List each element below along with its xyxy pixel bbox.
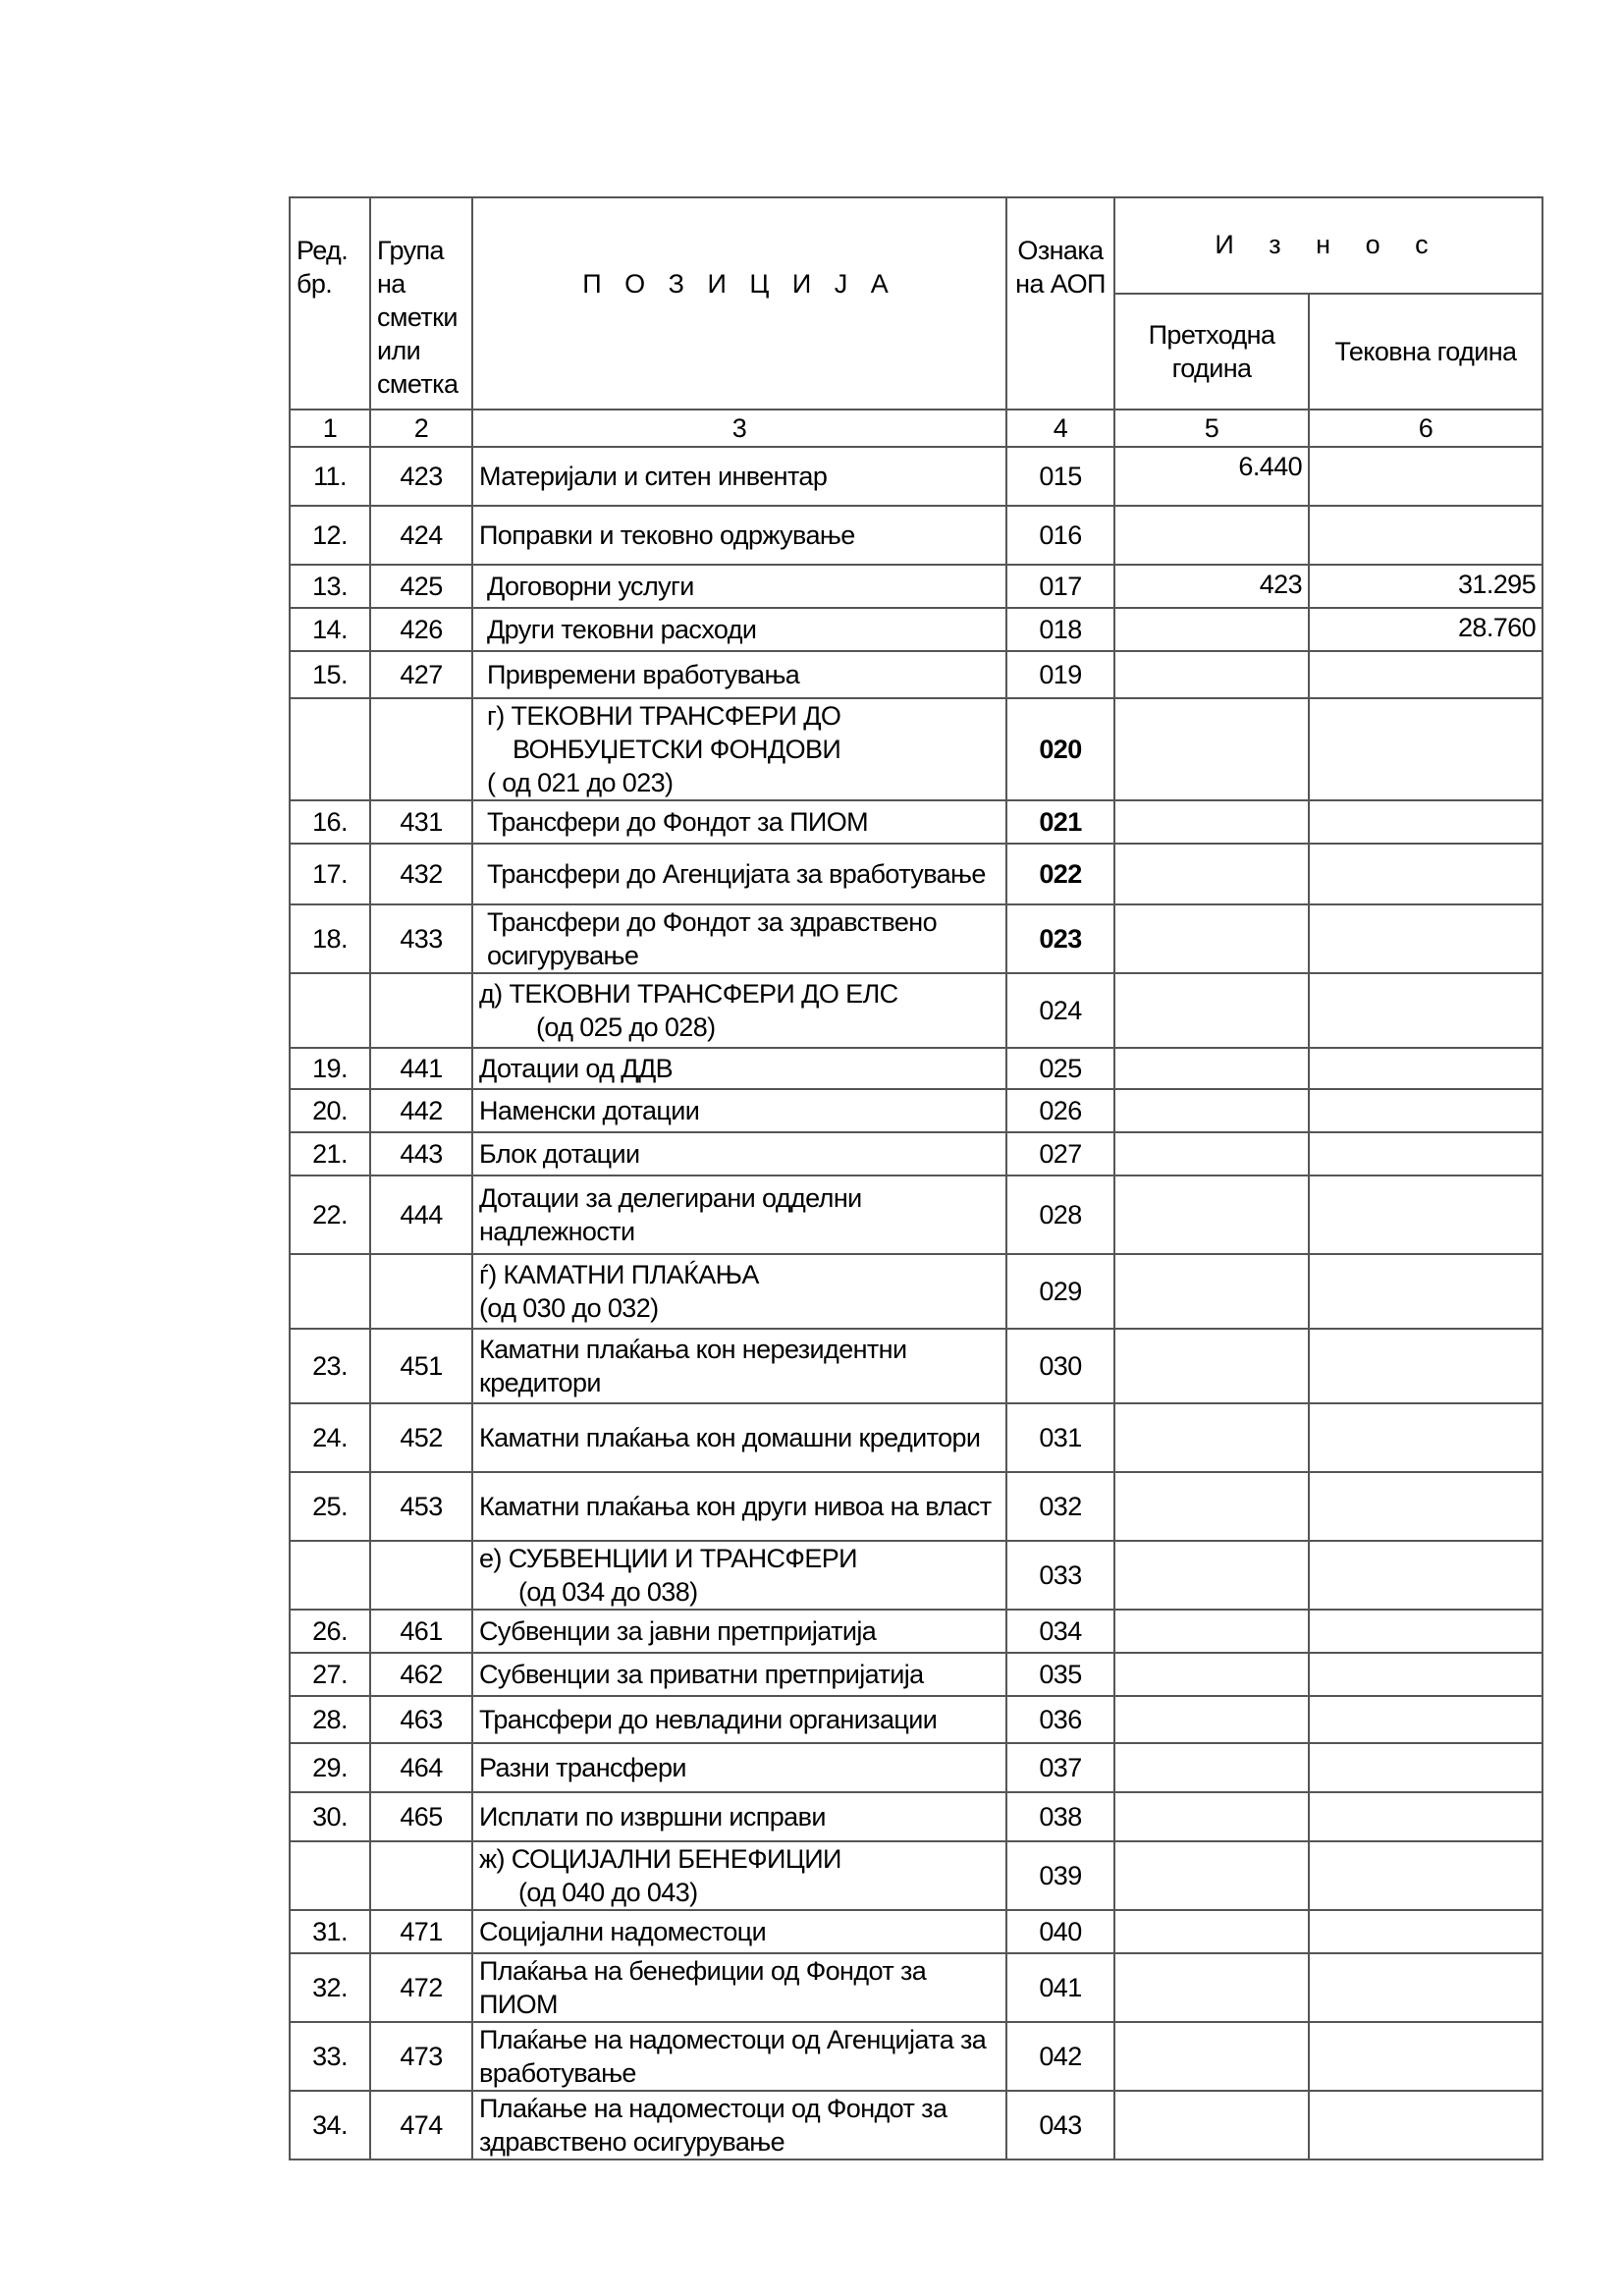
aop-code: 037 xyxy=(1006,1743,1114,1792)
previous-year-amount xyxy=(1114,1841,1309,1910)
position-label xyxy=(472,1610,1006,1653)
current-year-amount xyxy=(1309,1329,1542,1403)
account-code: 442 xyxy=(370,1089,472,1132)
position-line: ж) СОЦИЈАЛНИ БЕНЕФИЦИИ xyxy=(479,1844,841,1874)
row-number: 24. xyxy=(290,1403,370,1472)
table-row xyxy=(290,844,1542,904)
position-label xyxy=(472,800,1006,844)
row-number: 23. xyxy=(290,1329,370,1403)
position-line: Трансфери до Фондот за ПИОМ xyxy=(487,807,869,837)
previous-year-amount xyxy=(1114,698,1309,800)
position-label xyxy=(472,1541,1006,1610)
current-year-amount: 31.295 xyxy=(1309,565,1542,608)
current-year-amount xyxy=(1309,1403,1542,1472)
row-number: 31. xyxy=(290,1910,370,1953)
row-number: 33. xyxy=(290,2022,370,2091)
account-code: 452 xyxy=(370,1403,472,1472)
row-number: 12. xyxy=(290,506,370,565)
previous-year-amount xyxy=(1114,1175,1309,1254)
table-row xyxy=(290,651,1542,698)
account-code: 461 xyxy=(370,1610,472,1653)
row-number: 13. xyxy=(290,565,370,608)
previous-year-amount xyxy=(1114,844,1309,904)
current-year-amount xyxy=(1309,904,1542,973)
header-current-year: Тековна година xyxy=(1309,294,1542,410)
position-label xyxy=(472,1696,1006,1743)
aop-code: 038 xyxy=(1006,1792,1114,1841)
account-code: 441 xyxy=(370,1048,472,1089)
current-year-amount xyxy=(1309,1841,1542,1910)
previous-year-amount xyxy=(1114,1696,1309,1743)
position-line: Исплати по извршни исправи xyxy=(479,1802,826,1831)
account-code: 431 xyxy=(370,800,472,844)
position-line: Субвенции за приватни претпријатија xyxy=(479,1660,924,1689)
position-line: (од 025 до 028) xyxy=(536,1012,716,1042)
current-year-amount xyxy=(1309,447,1542,506)
table-row xyxy=(290,1610,1542,1653)
aop-code: 031 xyxy=(1006,1403,1114,1472)
position-line: Материјали и ситен инвентар xyxy=(479,462,828,491)
previous-year-amount xyxy=(1114,1541,1309,1610)
account-code: 453 xyxy=(370,1472,472,1541)
table-row xyxy=(290,1541,1542,1610)
aop-code: 016 xyxy=(1006,506,1114,565)
previous-year-amount xyxy=(1114,1132,1309,1175)
aop-code: 032 xyxy=(1006,1472,1114,1541)
position-label xyxy=(472,1132,1006,1175)
row-number: 17. xyxy=(290,844,370,904)
previous-year-amount xyxy=(1114,1653,1309,1696)
position-label xyxy=(472,1403,1006,1472)
current-year-amount xyxy=(1309,1254,1542,1329)
table-row xyxy=(290,1696,1542,1743)
position-line: Каматни плаќања кон други нивоа на власт xyxy=(479,1492,992,1521)
position-line: ѓ) КАМАТНИ ПЛАЌАЊА xyxy=(479,1260,759,1289)
previous-year-amount xyxy=(1114,1048,1309,1089)
account-code: 427 xyxy=(370,651,472,698)
current-year-amount xyxy=(1309,1910,1542,1953)
aop-code: 021 xyxy=(1006,800,1114,844)
current-year-amount xyxy=(1309,1541,1542,1610)
position-label xyxy=(472,904,1006,973)
table-row xyxy=(290,1254,1542,1329)
position-label xyxy=(472,608,1006,651)
aop-code: 030 xyxy=(1006,1329,1114,1403)
aop-code: 022 xyxy=(1006,844,1114,904)
current-year-amount xyxy=(1309,844,1542,904)
position-line: д) ТЕКОВНИ ТРАНСФЕРИ ДО ЕЛС xyxy=(479,979,898,1009)
column-number: 2 xyxy=(370,410,472,447)
table-row xyxy=(290,904,1542,973)
account-code xyxy=(370,698,472,800)
previous-year-amount xyxy=(1114,1953,1309,2022)
account-code: 426 xyxy=(370,608,472,651)
column-number: 3 xyxy=(472,410,1006,447)
row-number: 22. xyxy=(290,1175,370,1254)
aop-code: 039 xyxy=(1006,1841,1114,1910)
table-row xyxy=(290,2091,1542,2159)
aop-code: 034 xyxy=(1006,1610,1114,1653)
position-line: Плаќања на бенефиции од Фондот за ПИОМ xyxy=(479,1956,927,2019)
position-label xyxy=(472,651,1006,698)
position-line: Каматни плаќања кон нерезидентни кредитори xyxy=(479,1335,907,1397)
aop-code: 020 xyxy=(1006,698,1114,800)
previous-year-amount xyxy=(1114,1743,1309,1792)
aop-code: 027 xyxy=(1006,1132,1114,1175)
aop-code: 024 xyxy=(1006,973,1114,1048)
table-row xyxy=(290,1743,1542,1792)
aop-code: 043 xyxy=(1006,2091,1114,2159)
position-line: Дотации од ДДВ xyxy=(479,1054,674,1083)
current-year-amount: 28.760 xyxy=(1309,608,1542,651)
position-label xyxy=(472,698,1006,800)
account-code: 462 xyxy=(370,1653,472,1696)
previous-year-amount xyxy=(1114,1254,1309,1329)
position-label xyxy=(472,973,1006,1048)
row-number: 34. xyxy=(290,2091,370,2159)
header-account-group: Група на сметки или сметка xyxy=(370,197,472,410)
account-code: 443 xyxy=(370,1132,472,1175)
position-label xyxy=(472,1175,1006,1254)
table-row xyxy=(290,800,1542,844)
previous-year-amount xyxy=(1114,1792,1309,1841)
previous-year-amount xyxy=(1114,1329,1309,1403)
aop-code: 025 xyxy=(1006,1048,1114,1089)
aop-code: 019 xyxy=(1006,651,1114,698)
table-row xyxy=(290,506,1542,565)
previous-year-amount xyxy=(1114,800,1309,844)
position-label xyxy=(472,1653,1006,1696)
position-line: Трансфери до Агенцијата за вработување xyxy=(487,859,986,889)
position-line: г) ТЕКОВНИ ТРАНСФЕРИ ДО xyxy=(487,701,841,731)
row-number: 18. xyxy=(290,904,370,973)
row-number: 11. xyxy=(290,447,370,506)
account-code: 423 xyxy=(370,447,472,506)
aop-code: 036 xyxy=(1006,1696,1114,1743)
account-code xyxy=(370,973,472,1048)
row-number xyxy=(290,1541,370,1610)
aop-code: 035 xyxy=(1006,1653,1114,1696)
table-row xyxy=(290,1329,1542,1403)
account-code: 424 xyxy=(370,506,472,565)
position-line: Дотации за делегирани одделни надлежности xyxy=(479,1183,862,1246)
previous-year-amount xyxy=(1114,973,1309,1048)
position-label xyxy=(472,1910,1006,1953)
previous-year-amount: 423 xyxy=(1114,565,1309,608)
position-label xyxy=(472,844,1006,904)
position-line: Трансфери до Фондот за здравствено осигурување xyxy=(487,907,937,970)
row-number: 29. xyxy=(290,1743,370,1792)
table-row xyxy=(290,1953,1542,2022)
position-line: Социјални надоместоци xyxy=(479,1917,767,1946)
position-label xyxy=(472,506,1006,565)
aop-code: 041 xyxy=(1006,1953,1114,2022)
previous-year-amount xyxy=(1114,1472,1309,1541)
row-number: 25. xyxy=(290,1472,370,1541)
row-number: 19. xyxy=(290,1048,370,1089)
current-year-amount xyxy=(1309,651,1542,698)
row-number: 27. xyxy=(290,1653,370,1696)
current-year-amount xyxy=(1309,1089,1542,1132)
row-number: 14. xyxy=(290,608,370,651)
aop-code: 018 xyxy=(1006,608,1114,651)
previous-year-amount xyxy=(1114,2022,1309,2091)
current-year-amount xyxy=(1309,1743,1542,1792)
aop-code: 042 xyxy=(1006,2022,1114,2091)
aop-code: 033 xyxy=(1006,1541,1114,1610)
current-year-amount xyxy=(1309,1953,1542,2022)
current-year-amount xyxy=(1309,2022,1542,2091)
header-position: П О З И Ц И Ј А xyxy=(472,197,1006,410)
current-year-amount xyxy=(1309,506,1542,565)
position-line: (од 030 до 032) xyxy=(479,1293,659,1323)
previous-year-amount xyxy=(1114,1610,1309,1653)
table-row xyxy=(290,1792,1542,1841)
expenditure-report-table xyxy=(289,196,1543,2160)
account-code xyxy=(370,1841,472,1910)
account-code xyxy=(370,1541,472,1610)
previous-year-amount xyxy=(1114,608,1309,651)
current-year-amount xyxy=(1309,1132,1542,1175)
position-label xyxy=(472,565,1006,608)
row-number: 20. xyxy=(290,1089,370,1132)
account-code: 474 xyxy=(370,2091,472,2159)
account-code: 472 xyxy=(370,1953,472,2022)
table-row xyxy=(290,1910,1542,1953)
header-amount: И з н о с xyxy=(1114,197,1542,294)
column-number: 4 xyxy=(1006,410,1114,447)
column-number: 6 xyxy=(1309,410,1542,447)
table-row xyxy=(290,1653,1542,1696)
header-aop: Ознака на АОП xyxy=(1006,197,1114,410)
previous-year-amount xyxy=(1114,651,1309,698)
row-number xyxy=(290,1254,370,1329)
header-row xyxy=(290,197,1542,294)
aop-code: 026 xyxy=(1006,1089,1114,1132)
table-row xyxy=(290,698,1542,800)
row-number xyxy=(290,1841,370,1910)
position-label xyxy=(472,1841,1006,1910)
table-row xyxy=(290,1132,1542,1175)
table-row xyxy=(290,565,1542,608)
position-line: Плаќање на надоместоци од Фондот за здравствено осигурување xyxy=(479,2094,947,2157)
previous-year-amount xyxy=(1114,1910,1309,1953)
position-line: Трансфери до невладини организации xyxy=(479,1705,938,1734)
aop-code: 015 xyxy=(1006,447,1114,506)
account-code: 433 xyxy=(370,904,472,973)
current-year-amount xyxy=(1309,973,1542,1048)
column-numbers-row xyxy=(290,410,1542,447)
column-number: 5 xyxy=(1114,410,1309,447)
current-year-amount xyxy=(1309,1792,1542,1841)
previous-year-amount xyxy=(1114,2091,1309,2159)
previous-year-amount xyxy=(1114,506,1309,565)
position-line: Други тековни расходи xyxy=(487,615,757,644)
position-line: (од 034 до 038) xyxy=(518,1577,698,1607)
position-label xyxy=(472,447,1006,506)
current-year-amount xyxy=(1309,2091,1542,2159)
account-code: 425 xyxy=(370,565,472,608)
account-code: 463 xyxy=(370,1696,472,1743)
position-line: ( од 021 до 023) xyxy=(487,768,674,797)
current-year-amount xyxy=(1309,1175,1542,1254)
position-line: Наменски дотации xyxy=(479,1096,700,1125)
position-label xyxy=(472,1792,1006,1841)
position-line: ВОНБУЏЕТСКИ ФОНДОВИ xyxy=(513,735,841,764)
position-label xyxy=(472,2022,1006,2091)
position-line: (од 040 до 043) xyxy=(518,1878,698,1907)
aop-code: 028 xyxy=(1006,1175,1114,1254)
position-line: Договорни услуги xyxy=(487,572,694,601)
position-line: Разни трансфери xyxy=(479,1753,686,1782)
aop-code: 017 xyxy=(1006,565,1114,608)
position-line: Блок дотации xyxy=(479,1139,640,1169)
previous-year-amount xyxy=(1114,1089,1309,1132)
row-number: 15. xyxy=(290,651,370,698)
position-line: е) СУБВЕНЦИИ И ТРАНСФЕРИ xyxy=(479,1544,857,1573)
row-number xyxy=(290,698,370,800)
current-year-amount xyxy=(1309,1610,1542,1653)
row-number: 26. xyxy=(290,1610,370,1653)
position-line: Поправки и тековно одржување xyxy=(479,520,855,550)
row-number: 32. xyxy=(290,1953,370,2022)
table-row xyxy=(290,1089,1542,1132)
position-label xyxy=(472,1953,1006,2022)
position-label xyxy=(472,1254,1006,1329)
row-number xyxy=(290,973,370,1048)
row-number: 16. xyxy=(290,800,370,844)
account-code xyxy=(370,1254,472,1329)
aop-code: 040 xyxy=(1006,1910,1114,1953)
position-label xyxy=(472,2091,1006,2159)
table-row xyxy=(290,1841,1542,1910)
position-line: Плаќање на надоместоци од Агенцијата за вработување xyxy=(479,2025,987,2088)
table-row xyxy=(290,1472,1542,1541)
table-row xyxy=(290,608,1542,651)
aop-code: 023 xyxy=(1006,904,1114,973)
current-year-amount xyxy=(1309,1472,1542,1541)
current-year-amount xyxy=(1309,800,1542,844)
position-label xyxy=(472,1472,1006,1541)
account-code: 465 xyxy=(370,1792,472,1841)
position-line: Привремени вработувања xyxy=(487,660,800,689)
current-year-amount xyxy=(1309,1653,1542,1696)
account-code: 451 xyxy=(370,1329,472,1403)
position-line: Субвенции за јавни претпријатија xyxy=(479,1616,877,1646)
position-line: Каматни плаќања кон домашни кредитори xyxy=(479,1423,981,1452)
table-row xyxy=(290,2022,1542,2091)
table-row xyxy=(290,1175,1542,1254)
row-number: 28. xyxy=(290,1696,370,1743)
account-code: 471 xyxy=(370,1910,472,1953)
table-row xyxy=(290,447,1542,506)
previous-year-amount: 6.440 xyxy=(1114,447,1309,506)
previous-year-amount xyxy=(1114,904,1309,973)
table-row xyxy=(290,973,1542,1048)
position-label xyxy=(472,1743,1006,1792)
account-code: 473 xyxy=(370,2022,472,2091)
header-row-number: Ред. бр. xyxy=(290,197,370,410)
header-previous-year: Претходна година xyxy=(1114,294,1309,410)
table-row xyxy=(290,1048,1542,1089)
account-code: 464 xyxy=(370,1743,472,1792)
column-number: 1 xyxy=(290,410,370,447)
account-code: 444 xyxy=(370,1175,472,1254)
account-code: 432 xyxy=(370,844,472,904)
position-label xyxy=(472,1089,1006,1132)
position-label xyxy=(472,1048,1006,1089)
previous-year-amount xyxy=(1114,1403,1309,1472)
row-number: 21. xyxy=(290,1132,370,1175)
aop-code: 029 xyxy=(1006,1254,1114,1329)
table-row xyxy=(290,1403,1542,1472)
row-number: 30. xyxy=(290,1792,370,1841)
current-year-amount xyxy=(1309,1048,1542,1089)
current-year-amount xyxy=(1309,698,1542,800)
current-year-amount xyxy=(1309,1696,1542,1743)
position-label xyxy=(472,1329,1006,1403)
